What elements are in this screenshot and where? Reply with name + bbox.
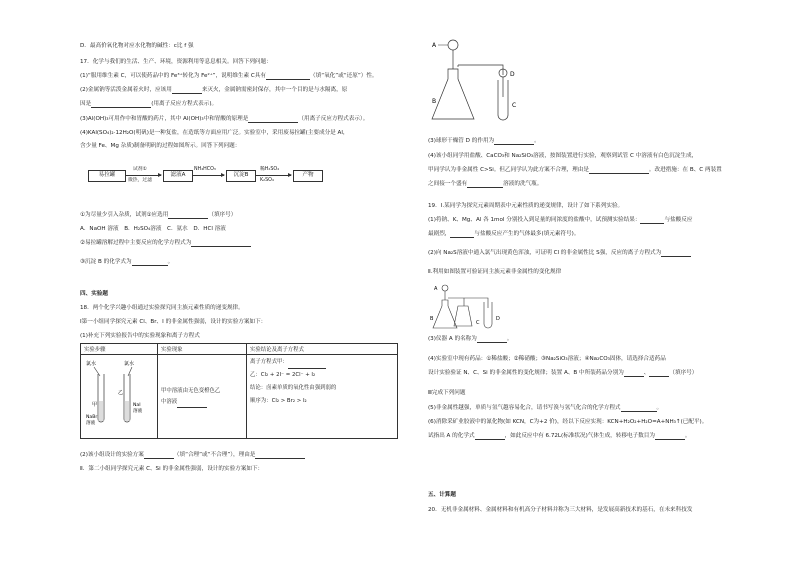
answer-blank[interactable] [494,139,534,145]
answer-blank[interactable] [132,260,168,266]
q-part4-cont: 甲同学认为非金属性 C>Si。但乙同学认为此方案不合理，理由是 。改进措施：在 B、C 两装置 [428,167,722,173]
answer-blank[interactable] [640,218,664,224]
svg-text:C: C [512,102,517,109]
answer-blank[interactable] [661,251,691,257]
svg-text:A: A [432,42,437,49]
flow-label: NH₄HCO₃ [194,167,216,172]
svg-text:B: B [432,98,437,105]
q17-part2-cont: 因是 (用离子反应方程式表示)。 [80,101,218,107]
q19-part1-cont: 最剧烈， 与盐酸反应产生的气体最多(填元素符号)。 [428,231,580,237]
q18-part1: Ⅰ第一小组同学探究元素 Cl、Br、I 的非金属性强弱，设计的实验方案如下： [80,319,267,325]
flow-label: 试剂① [133,167,147,172]
q19-part4-cont: 设计实验验证 N、C、Si 的非金属性的变化规律；装置 A、B 中所装药品分别为 、 （填序号） [428,370,698,376]
q19-stem: 19．Ⅰ.某同学为探究元素周期表中元素性质的递变规律，设计了如下系列实验。 [428,203,624,209]
answer-blank[interactable] [649,371,669,377]
q18-stem: 18．两个化学兴趣小组通过实验探究同主族元素性质的递变规律。 [80,305,244,311]
test-tubes-diagram [84,356,150,434]
q19-part6-cont: 试指出 A 的化学式 ，如此反应中有 6.72L(标准状况)气体生成，转移电子数目为 。 [428,433,691,439]
svg-text:溶液: 溶液 [133,409,143,414]
answer-blank[interactable] [450,232,474,238]
flow-arrow [255,175,291,176]
answer-blank[interactable] [621,406,657,412]
flow-arrow [125,175,161,176]
answer-blank[interactable] [248,117,298,123]
apparatus-diagram-2 [428,280,508,332]
answer-blank[interactable] [475,434,505,440]
answer-blank[interactable] [477,337,507,343]
q17-part4-cont: 含少量 Fe、Mg 杂质)制备明矾的过程如图所示。回答下列问题： [80,143,241,149]
table-header: 实验步骤 [81,344,158,355]
answer-blank[interactable] [266,74,310,80]
q19-section3: Ⅲ完成下列问题 [428,390,466,396]
q17-item2: ②易拉罐溶解过程中主要反应的化学方程式为 [80,240,251,247]
answer-blank[interactable] [91,102,151,108]
flow-box-product: 产物 [293,170,323,182]
flow-label: K₂SO₄ [260,178,274,183]
svg-text:乙: 乙 [118,390,124,396]
svg-text:D: D [510,71,515,78]
answer-blank[interactable] [172,88,202,94]
q18-part2: Ⅱ．第二小组同学探究元素 C、Si 的非金属性强弱，设计的实验方案如下： [80,466,264,472]
q17-part4: (4)KAl(SO₄)₂·12H₂O(明矾)是一种复盐，在造纸等方面应用广泛。实验室中，采用废易拉罐(主要成分是 Al， [80,130,349,136]
q-part4: (4)该小组同学用盐酸、CaCO₃和 Na₂SiO₃溶液，按图装置进行实验，观察到试管 C 中溶液有白色沉淀生成， [428,153,698,159]
answer-blank[interactable] [589,168,649,174]
q18-sub1: (1)补充下列实验报告中的实验现象和离子方程式 [80,333,200,339]
q17-stem: 17．化学与我们的生活、生产、环境，资源利用等息息相关。回答下列问题： [80,59,272,65]
svg-text:C: C [476,320,480,326]
flow-box-can: 易拉罐 [88,170,126,182]
experiment-table [80,343,398,439]
q19-part3: (3)仪器 A 的名称为 。 [428,336,513,342]
flow-arrow [192,175,224,176]
answer-blank[interactable] [168,213,208,219]
svg-text:B: B [430,316,434,322]
q19-section2: Ⅱ.利用如图装置可验证同主族元素非金属性的变化规律 [428,269,562,275]
answer-blank[interactable] [255,453,305,459]
q19-part5: (5)非金属性越强，单质与氢气越容易化合，请书写溴与氢气化合的化学方程式 。 [428,405,663,411]
q18-sub2: (2)该小组设计的实验方案 （填“合理”或“不合理”），理由是 [80,452,305,459]
q-dryingtube: (3)球形干燥管 D 的作用为 。 [428,138,540,144]
process-flow [88,167,388,190]
svg-text:溶液: 溶液 [86,421,96,426]
flow-label: 微热，过滤 [128,178,152,183]
q19-part6: (6)消除采矿业胶液中的氰化物(如 KCN，C为+2 价)，经以下反应实现：KCN+H₂O₂+H₂O=A+NH₃↑(已配平)。 [428,419,708,425]
q-part4-cont2: 之间接一个盛有 溶液的洗气瓶。 [428,181,543,187]
flow-label: 稀H₂SO₄ [260,167,280,172]
table-cell-observation: 甲中溶液由无色变橙色乙 中溶液 [158,355,247,439]
apparatus-diagram-1 [428,35,548,125]
section-calculation: 五、计算题 [428,492,456,498]
q19-part1: (1)将钠、K、Mg、Al 各 1mol 分别投入到足量的同浓度的盐酸中，试预测实验结果： 与盐酸反应 [428,217,693,223]
q17-part3: (3)Al(OH)₃可用作中和胃酸的药片，其中 Al(OH)₃中和胃酸的原理是 （用离子反应方程式表示）。 [80,116,369,122]
answer-blank[interactable] [177,402,207,408]
section-experiment: 四、实验题 [80,291,108,297]
svg-text:氯水: 氯水 [124,361,135,367]
answer-blank[interactable] [655,434,685,440]
svg-text:氯水: 氯水 [86,361,97,367]
q20-stem: 20．无机非金属材料、金属材料和有机高分子材料并称为三大材料，是发展高新技术的基石，在未来科技发 [428,507,693,513]
option-d: D．最高价氧化物对应水化物的碱性：c比 f 强 [80,43,194,49]
q17-part2: (2)金属钠等活泼金属着火时，应该用 来灭火，金属钠需密封保存，其中一个目的是与水隔离，原 [80,87,348,93]
answer-blank[interactable] [467,182,503,188]
svg-text:NaI: NaI [133,403,141,408]
answer-blank[interactable] [624,371,644,377]
table-header: 实验结论及离子方程式 [247,344,398,355]
answer-blank[interactable] [191,241,251,247]
flow-box-precipitate: 沉淀B [226,170,256,182]
q17-item1: ①为尽量少引入杂质，试剂①应选用 （填序号） [80,212,237,218]
table-cell-steps [81,355,158,439]
answer-blank[interactable] [144,453,174,459]
svg-text:NaBr: NaBr [86,415,98,420]
svg-text:D: D [496,316,500,322]
flow-box-filtrate: 滤液A [163,170,193,182]
q17-options: A．NaOH 溶液 B．H₂SO₄溶液 C．氨水 D．HCl 溶液 [80,226,226,232]
q19-part2: (2)向 Na₂S溶液中通入氯气出现黄色浑浊，可证明 Cl 的非金属性比 S强，反应的离子方程式为 [428,250,691,257]
q19-part4: (4)实验室中现有药品：①稀盐酸；②稀硝酸；③Na₂SiO₃溶液；④Na₂CO₃固体，请选择合适药品 [428,356,666,362]
q17-part1: (1)“服用维生素 C，可以使药品中的 Fe³⁺转化为 Fe²⁺”，说明维生素 C具有 （填“氧化”或“还原”）性。 [80,73,378,79]
table-header: 实验现象 [158,344,247,355]
svg-text:甲: 甲 [92,402,98,408]
q17-item3: ③沉淀 B 的化学式为 。 [80,259,174,265]
svg-text:A: A [434,286,438,292]
table-cell-conclusion: 离子方程式甲： 乙：Cl₂ + 2I⁻ = 2Cl⁻ + I₂ 结论：卤素单质的氧化性由强到弱的 顺序为：Cl₂ > Br₂ > I₂ [247,355,398,439]
